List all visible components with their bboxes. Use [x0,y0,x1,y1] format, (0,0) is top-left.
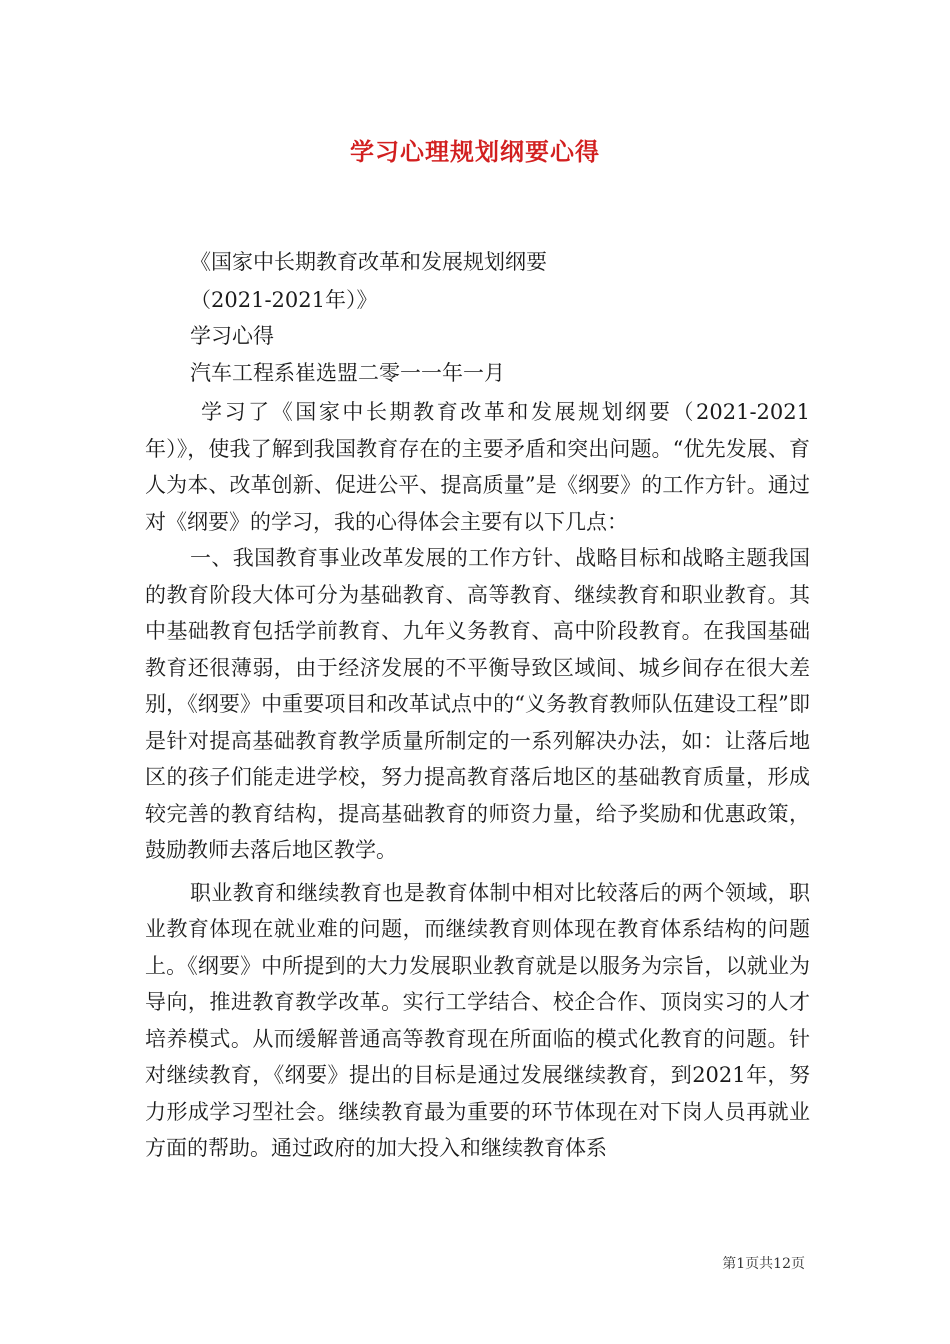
body-paragraph: 一、我国教育事业改革发展的工作方针、战略目标和战略主题我国的教育阶段大体可分为基础教育、高等教育、继续教育和职业教育。其中基础教育包括学前教育、九年义务教育、高中阶段教育。在我国基础教育还很薄弱，由于经济发展的不平衡导致区域间、城乡间存在很大差别，《纲要》中重要项目和改革试点中的“义务教育教师队伍建设工程”即是针对提高基础教育教学质量所制定的一系列解决办法，如：让落后地区的孩子们能走进学校，努力提高教育落后地区的基础教育质量，形成较完善的教育结构，提高基础教育的师资力量，给予奖励和优惠政策，鼓励教师去落后地区教学。 [145,546,810,862]
header-line-author: 汽车工程系崔选盟二零一一年一月 [190,361,505,385]
document-title: 学习心理规划纲要心得 [350,137,600,166]
body-paragraph: 学习了《国家中长期教育改革和发展规划纲要（2021-2021年）》，使我了解到我国教育存在的主要矛盾和突出问题。“优先发展、育人为本、改革创新、促进公平、提高质量”是《纲要》的工作方针。通过对《纲要》的学习，我的心得体会主要有以下几点： [145,400,810,534]
document-body [145,394,810,1167]
body-paragraph: 职业教育和继续教育也是教育体制中相对比较落后的两个领域，职业教育体现在就业难的问题，而继续教育则体现在教育体系结构的问题上。《纲要》中所提到的大力发展职业教育就是以服务为宗旨，以就业为导向，推进教育教学改革。实行工学结合、校企合作、顶岗实习的人才培养模式。从而缓解普通高等教育现在所面临的模式化教育的问题。针对继续教育，《纲要》提出的目标是通过发展继续教育，到2021年，努力形成学习型社会。继续教育最为重要的环节体现在对下岗人员再就业方面的帮助。通过政府的加大投入和继续教育体系 [145,880,810,1160]
page-number: 第1页共12页 [722,1256,805,1272]
header-line-years: （2021-2021年）》 [190,288,378,312]
header-line-plan-title: 《国家中长期教育改革和发展规划纲要 [190,250,547,274]
header-line-subtitle: 学习心得 [190,324,274,348]
